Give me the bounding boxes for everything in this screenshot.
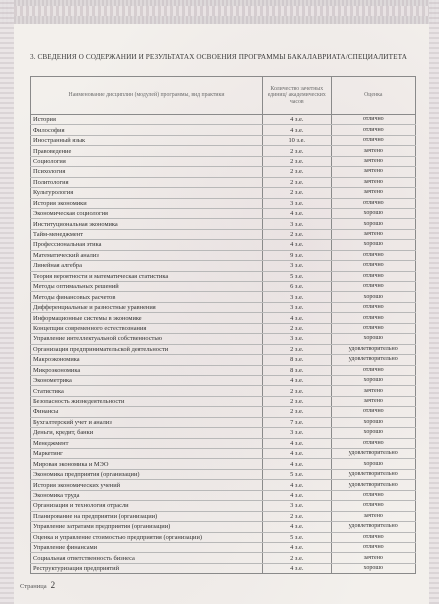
units-cell: 3 з.е. — [262, 501, 331, 511]
discipline-cell: Культурология — [31, 188, 263, 198]
grade-cell: зачтено — [331, 511, 415, 521]
discipline-cell: Организация предпринимательской деятельности — [31, 344, 263, 354]
units-cell: 5 з.е. — [262, 469, 331, 479]
table-row — [31, 553, 416, 563]
units-cell: 4 з.е. — [262, 208, 331, 218]
units-cell: 2 з.е. — [262, 177, 331, 187]
grade-cell: хорошо — [331, 334, 415, 344]
table-row — [31, 125, 416, 135]
grade-cell: хорошо — [331, 417, 415, 427]
table-row — [31, 250, 416, 260]
discipline-cell: Политология — [31, 177, 263, 187]
table-row — [31, 355, 416, 365]
units-cell: 4 з.е. — [262, 240, 331, 250]
grade-cell: хорошо — [331, 219, 415, 229]
table-row — [31, 177, 416, 187]
section-title: 3. СВЕДЕНИЯ О СОДЕРЖАНИИ И РЕЗУЛЬТАТАХ ОСВОЕНИЯ ПРОГРАММЫ БАКАЛАВРИАТА/СПЕЦИАЛИТЕТА — [30, 53, 408, 61]
discipline-cell: История экономики — [31, 198, 263, 208]
table-row — [31, 334, 416, 344]
discipline-cell: Экономика предприятия (организации) — [31, 469, 263, 479]
units-cell: 4 з.е. — [262, 490, 331, 500]
units-cell: 2 з.е. — [262, 407, 331, 417]
decorative-border-top — [0, 0, 439, 24]
table-row — [31, 292, 416, 302]
grade-cell: хорошо — [331, 240, 415, 250]
units-cell: 2 з.е. — [262, 188, 331, 198]
discipline-cell: Дифференциальные и разностные уравнения — [31, 302, 263, 312]
discipline-cell: Планирование на предприятии (организации) — [31, 511, 263, 521]
table-row — [31, 229, 416, 239]
grade-cell: отлично — [331, 532, 415, 542]
discipline-cell: Мировая экономика и МЭО — [31, 459, 263, 469]
discipline-cell: Профессиональная этика — [31, 240, 263, 250]
units-cell: 4 з.е. — [262, 522, 331, 532]
table-row — [31, 115, 416, 125]
table-row — [31, 344, 416, 354]
table-row — [31, 522, 416, 532]
units-cell: 3 з.е. — [262, 219, 331, 229]
decorative-border-left — [0, 0, 14, 604]
discipline-cell: Управление затратами предприятия (организации) — [31, 522, 263, 532]
grade-cell: хорошо — [331, 208, 415, 218]
units-cell: 9 з.е. — [262, 250, 331, 260]
grade-cell: отлично — [331, 261, 415, 271]
grade-cell: зачтено — [331, 396, 415, 406]
grade-cell: хорошо — [331, 428, 415, 438]
discipline-cell: Концепции современного естествознания — [31, 323, 263, 333]
units-cell: 4 з.е. — [262, 438, 331, 448]
discipline-cell: Финансы — [31, 407, 263, 417]
grade-cell: хорошо — [331, 375, 415, 385]
table-row — [31, 532, 416, 542]
grade-cell: отлично — [331, 438, 415, 448]
grades-table-body — [31, 115, 416, 574]
units-cell: 4 з.е. — [262, 459, 331, 469]
units-cell: 3 з.е. — [262, 261, 331, 271]
table-row — [31, 188, 416, 198]
grade-cell: зачтено — [331, 386, 415, 396]
table-row — [31, 480, 416, 490]
discipline-cell: Маркетинг — [31, 449, 263, 459]
table-row — [31, 490, 416, 500]
units-cell: 7 з.е. — [262, 417, 331, 427]
table-row — [31, 542, 416, 552]
table-row — [31, 156, 416, 166]
units-cell: 2 з.е. — [262, 229, 331, 239]
table-row — [31, 240, 416, 250]
column-header-grade: Оценка — [331, 77, 415, 115]
table-row — [31, 563, 416, 573]
units-cell: 4 з.е. — [262, 375, 331, 385]
table-row — [31, 438, 416, 448]
discipline-cell: Математический анализ — [31, 250, 263, 260]
units-cell: 2 з.е. — [262, 396, 331, 406]
units-cell: 5 з.е. — [262, 271, 331, 281]
grade-cell: отлично — [331, 135, 415, 145]
table-row — [31, 313, 416, 323]
units-cell: 5 з.е. — [262, 532, 331, 542]
grade-cell: удовлетворительно — [331, 522, 415, 532]
table-row — [31, 167, 416, 177]
grade-cell: отлично — [331, 198, 415, 208]
discipline-cell: Методы финансовых расчетов — [31, 292, 263, 302]
grade-cell: зачтено — [331, 188, 415, 198]
units-cell: 2 з.е. — [262, 386, 331, 396]
units-cell: 4 з.е. — [262, 125, 331, 135]
table-row — [31, 261, 416, 271]
units-cell: 8 з.е. — [262, 355, 331, 365]
page-footer — [20, 580, 55, 590]
units-cell: 3 з.е. — [262, 302, 331, 312]
grade-cell: хорошо — [331, 563, 415, 573]
discipline-cell: Информационные системы в экономике — [31, 313, 263, 323]
discipline-cell: Микроэкономика — [31, 365, 263, 375]
units-cell: 3 з.е. — [262, 198, 331, 208]
discipline-cell: Статистика — [31, 386, 263, 396]
discipline-cell: Эконометрика — [31, 375, 263, 385]
discipline-cell: Институциональная экономика — [31, 219, 263, 229]
table-row — [31, 511, 416, 521]
grade-cell: зачтено — [331, 177, 415, 187]
grade-cell: зачтено — [331, 229, 415, 239]
grade-cell: удовлетворительно — [331, 469, 415, 479]
grade-cell: удовлетворительно — [331, 344, 415, 354]
discipline-cell: Оценка и управление стоимостью предприятия (организации) — [31, 532, 263, 542]
discipline-cell: История экономических учений — [31, 480, 263, 490]
units-cell: 4 з.е. — [262, 542, 331, 552]
units-cell: 4 з.е. — [262, 563, 331, 573]
grade-cell: отлично — [331, 125, 415, 135]
grade-cell: отлично — [331, 115, 415, 125]
discipline-cell: История — [31, 115, 263, 125]
table-row — [31, 302, 416, 312]
table-row — [31, 396, 416, 406]
discipline-cell: Реструктуризация предприятий — [31, 563, 263, 573]
discipline-cell: Безопасность жизнедеятельности — [31, 396, 263, 406]
grade-cell: отлично — [331, 407, 415, 417]
units-cell: 6 з.е. — [262, 282, 331, 292]
discipline-cell: Менеджмент — [31, 438, 263, 448]
grade-cell: отлично — [331, 501, 415, 511]
discipline-cell: Социология — [31, 156, 263, 166]
units-cell: 2 з.е. — [262, 323, 331, 333]
discipline-cell: Экономическая социология — [31, 208, 263, 218]
discipline-cell: Бухгалтерский учет и анализ — [31, 417, 263, 427]
discipline-cell: Управление финансами — [31, 542, 263, 552]
discipline-cell: Социальная ответственность бизнеса — [31, 553, 263, 563]
discipline-cell: Экономика труда — [31, 490, 263, 500]
table-row — [31, 375, 416, 385]
grade-cell: удовлетворительно — [331, 355, 415, 365]
grade-cell: отлично — [331, 271, 415, 281]
units-cell: 4 з.е. — [262, 313, 331, 323]
units-cell: 4 з.е. — [262, 115, 331, 125]
table-row — [31, 208, 416, 218]
grade-cell: отлично — [331, 542, 415, 552]
table-row — [31, 407, 416, 417]
units-cell: 2 з.е. — [262, 344, 331, 354]
table-row — [31, 417, 416, 427]
page-number: 2 — [50, 580, 56, 590]
units-cell: 2 з.е. — [262, 146, 331, 156]
discipline-cell: Правоведение — [31, 146, 263, 156]
discipline-cell: Макроэкономика — [31, 355, 263, 365]
discipline-cell: Тайм-менеджмент — [31, 229, 263, 239]
discipline-cell: Философия — [31, 125, 263, 135]
units-cell: 4 з.е. — [262, 480, 331, 490]
units-cell: 2 з.е. — [262, 167, 331, 177]
grade-cell: удовлетворительно — [331, 449, 415, 459]
units-cell: 2 з.е. — [262, 553, 331, 563]
grade-cell: хорошо — [331, 292, 415, 302]
grade-cell: отлично — [331, 250, 415, 260]
table-row — [31, 469, 416, 479]
units-cell: 3 з.е. — [262, 334, 331, 344]
units-cell: 10 з.е. — [262, 135, 331, 145]
grade-cell: зачтено — [331, 553, 415, 563]
discipline-cell: Линейная алгебра — [31, 261, 263, 271]
units-cell: 4 з.е. — [262, 449, 331, 459]
table-row — [31, 365, 416, 375]
decorative-border-right — [429, 0, 439, 604]
grade-cell: отлично — [331, 365, 415, 375]
table-row — [31, 146, 416, 156]
discipline-cell: Методы оптимальных решений — [31, 282, 263, 292]
table-row — [31, 271, 416, 281]
column-header-units: Количество зачетных единиц/ академических часов — [262, 77, 331, 115]
grades-table — [30, 76, 416, 574]
discipline-cell: Управление интеллектуальной собственностью — [31, 334, 263, 344]
units-cell: 8 з.е. — [262, 365, 331, 375]
grade-cell: зачтено — [331, 156, 415, 166]
units-cell: 2 з.е. — [262, 511, 331, 521]
column-header-discipline: Наименование дисциплин (модулей) программы, вид практики — [31, 77, 263, 115]
grade-cell: удовлетворительно — [331, 480, 415, 490]
grade-cell: зачтено — [331, 146, 415, 156]
units-cell: 3 з.е. — [262, 292, 331, 302]
table-row — [31, 135, 416, 145]
grade-cell: отлично — [331, 323, 415, 333]
discipline-cell: Теория вероятности и математическая статистика — [31, 271, 263, 281]
table-row — [31, 386, 416, 396]
grade-cell: отлично — [331, 302, 415, 312]
discipline-cell: Организация и технология отрасли — [31, 501, 263, 511]
table-row — [31, 219, 416, 229]
grade-cell: хорошо — [331, 459, 415, 469]
page-label: Страница — [20, 583, 47, 590]
units-cell: 3 з.е. — [262, 428, 331, 438]
discipline-cell: Иностранный язык — [31, 135, 263, 145]
grade-cell: зачтено — [331, 167, 415, 177]
grade-cell: отлично — [331, 282, 415, 292]
units-cell: 2 з.е. — [262, 156, 331, 166]
table-row — [31, 501, 416, 511]
grade-cell: отлично — [331, 490, 415, 500]
table-row — [31, 198, 416, 208]
table-header-row — [31, 77, 416, 115]
discipline-cell: Деньги, кредит, банки — [31, 428, 263, 438]
discipline-cell: Психология — [31, 167, 263, 177]
table-row — [31, 323, 416, 333]
table-row — [31, 459, 416, 469]
table-row — [31, 282, 416, 292]
table-row — [31, 428, 416, 438]
grade-cell: отлично — [331, 313, 415, 323]
table-row — [31, 449, 416, 459]
